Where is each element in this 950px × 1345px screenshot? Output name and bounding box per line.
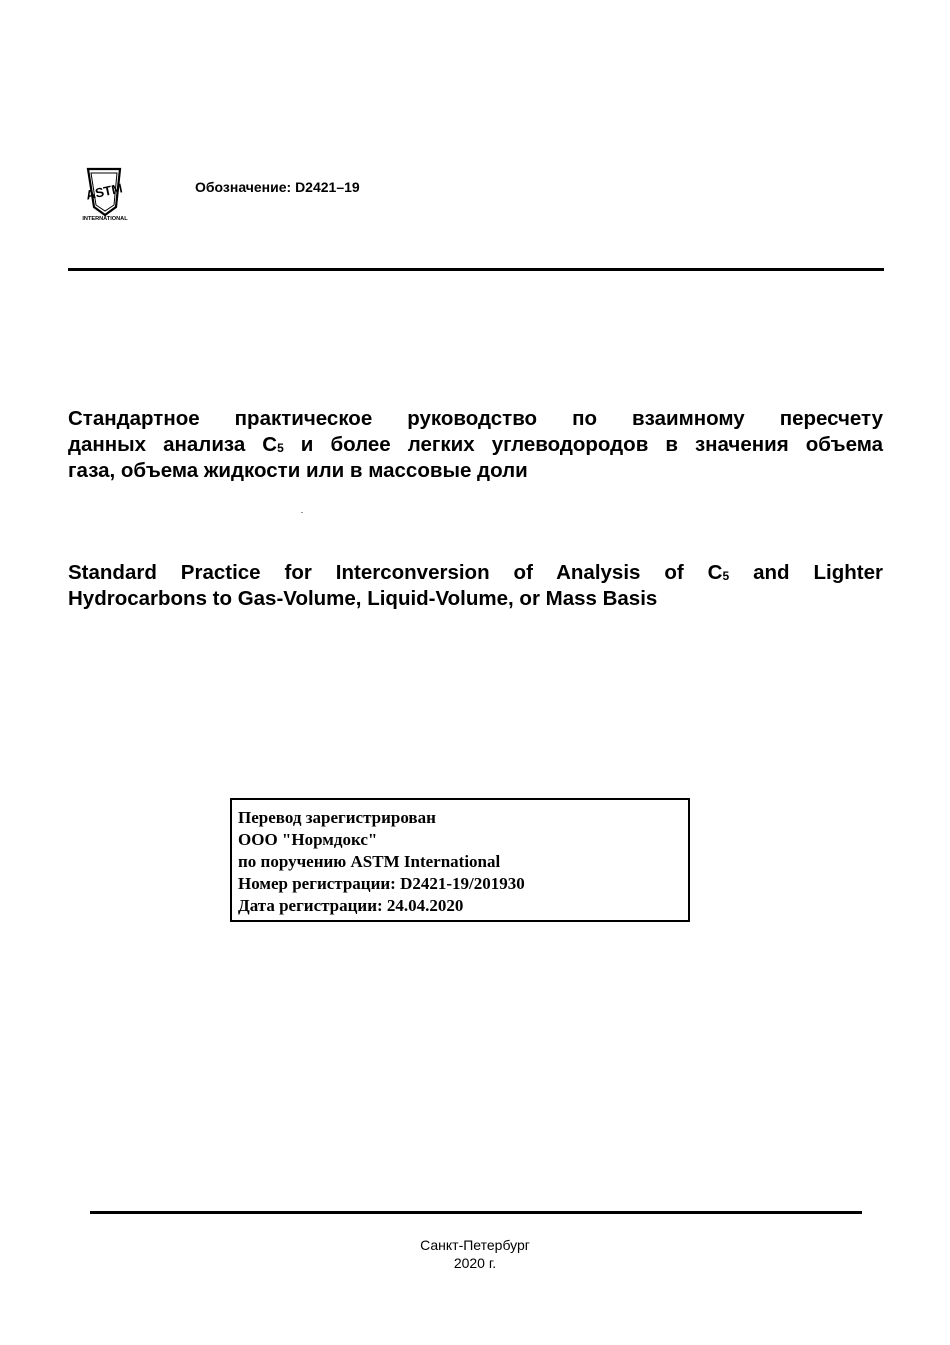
logo-text: ASTM xyxy=(84,180,124,203)
footer-city: Санкт-Петербург xyxy=(420,1237,530,1253)
title-russian xyxy=(68,406,883,484)
registration-number: Номер регистрации: D2421-19/201930 xyxy=(238,874,525,893)
title-ru-subscript: 5 xyxy=(277,441,284,455)
registration-date: Дата регистрации: 24.04.2020 xyxy=(238,896,464,915)
title-en-line-1-post: and Lighter xyxy=(729,561,883,584)
footer-year: 2020 г. xyxy=(453,1255,497,1271)
title-ru-line-2-post: и более легких углеводородов в значения объема xyxy=(283,433,883,456)
title-en-line-1 xyxy=(68,560,883,586)
title-en-line-1-pre: Standard Practice for Interconversion of Analysis of C xyxy=(68,561,723,584)
title-ru-line-1: Стандартное практическое руководство по взаимному пересчету xyxy=(68,407,883,430)
title-en-subscript: 5 xyxy=(722,569,730,583)
title-ru-line-2 xyxy=(68,432,883,458)
title-en-line-2: Hydrocarbons to Gas-Volume, Liquid-Volume, or Mass Basis xyxy=(68,587,658,610)
registration-box xyxy=(230,798,690,922)
header-divider xyxy=(68,268,884,271)
title-ru-line-2-pre: данных анализа C xyxy=(68,433,278,456)
stray-mark xyxy=(301,512,303,513)
registration-line-1: Перевод зарегистрирован xyxy=(238,808,436,827)
registration-line-2: ООО "Нормдокс" xyxy=(238,830,378,849)
footer-divider xyxy=(90,1211,862,1214)
astm-logo xyxy=(80,163,130,221)
registration-line-3: по поручению ASTM International xyxy=(238,852,501,871)
logo-subtext: INTERNATIONAL xyxy=(82,216,128,221)
title-ru-line-3: газа, объема жидкости или в массовые доли xyxy=(68,459,528,482)
title-english xyxy=(68,560,883,612)
document-designation: Обозначение: D2421–19 xyxy=(195,179,360,195)
